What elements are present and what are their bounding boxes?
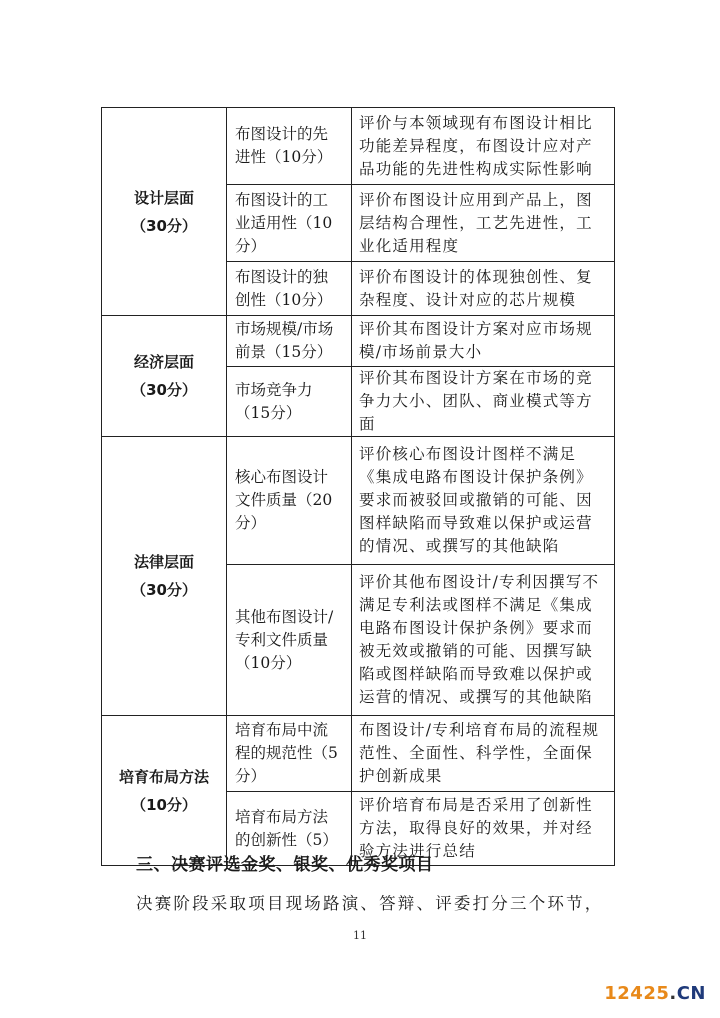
category-score: （10分）	[131, 795, 197, 814]
category-label: 经济层面	[133, 353, 194, 371]
criterion-cell	[227, 262, 352, 316]
description-cell	[352, 367, 615, 437]
category-cell	[102, 108, 227, 316]
criterion-label: 布图设计的工业适用性（10分）	[235, 190, 333, 255]
criterion-cell	[227, 316, 352, 367]
description-cell	[352, 437, 615, 565]
category-score: （30分）	[131, 216, 197, 235]
criterion-description: 布图设计/专利培育布局的流程规范性、全面性、科学性，全面保护创新成果	[359, 721, 600, 785]
criterion-label: 培育布局中流程的规范性（5分）	[235, 721, 338, 785]
criterion-cell	[227, 716, 352, 792]
description-cell	[352, 565, 615, 716]
site-watermark	[604, 983, 706, 1004]
description-cell	[352, 316, 615, 367]
criterion-description: 评价其布图设计方案在市场的竞争力大小、团队、商业模式等方面	[359, 369, 593, 433]
category-cell	[102, 437, 227, 716]
criterion-label: 布图设计的独创性（10分）	[235, 267, 333, 309]
criterion-label: 培育布局方法的创新性（5）	[235, 807, 338, 849]
criterion-description: 评价布图设计的体现独创性、复杂程度、设计对应的芯片规模	[359, 267, 593, 309]
criterion-description: 评价培育布局是否采用了创新性方法，取得良好的效果，并对经验方法进行总结	[359, 796, 593, 860]
category-cell	[102, 716, 227, 866]
criterion-cell	[227, 437, 352, 565]
category-label: 法律层面	[133, 553, 194, 571]
criterion-label: 其他布图设计/专利文件质量（10分）	[235, 607, 334, 672]
category-label: 培育布局方法	[118, 767, 209, 786]
criterion-description: 评价核心布图设计图样不满足《集成电路布图设计保护条例》要求而被驳回或撤销的可能、因图样缺陷而导致难以保护或运营的情况、或撰写的其他缺陷	[359, 445, 593, 555]
scoring-table	[101, 107, 615, 866]
description-cell	[352, 185, 615, 262]
description-cell	[352, 108, 615, 185]
page-number: 11	[353, 929, 367, 942]
category-cell	[102, 316, 227, 437]
category-label: 设计层面	[133, 188, 194, 207]
criterion-cell	[227, 565, 352, 716]
watermark-number: 12425	[604, 983, 670, 1004]
table-row	[102, 716, 615, 792]
criterion-cell	[227, 108, 352, 185]
description-cell	[352, 262, 615, 316]
table-row	[102, 316, 615, 367]
section-heading: 三、决赛评选金奖、银奖、优秀奖项目	[136, 855, 434, 875]
criterion-description: 评价与本领域现有布图设计相比功能差异程度，布图设计应对产品功能的先进性构成实际性影响	[359, 113, 593, 178]
criterion-cell	[227, 367, 352, 437]
criterion-description: 评价布图设计应用到产品上，图层结构合理性，工艺先进性，工业化适用程度	[359, 190, 593, 255]
criterion-label: 市场竞争力（15分）	[235, 380, 313, 422]
criterion-cell	[227, 185, 352, 262]
description-cell	[352, 716, 615, 792]
watermark-suffix: CN	[676, 983, 706, 1004]
watermark-dot: .	[669, 983, 677, 1004]
body-paragraph: 决赛阶段采取项目现场路演、答辩、评委打分三个环节，	[136, 894, 604, 913]
table-row	[102, 437, 615, 565]
category-score: （30分）	[131, 581, 197, 599]
criterion-label: 核心布图设计文件质量（20分）	[235, 468, 333, 532]
table-row	[102, 108, 615, 185]
criterion-label: 市场规模/市场前景（15分）	[235, 320, 334, 361]
criterion-description: 评价其他布图设计/专利因撰写不满足专利法或图样不满足《集成电路布图设计保护条例》要求而被无效或撤销的可能、因撰写缺陷或图样缺陷而导致难以保护或运营的情况、或撰写的其他缺陷	[359, 573, 600, 706]
category-score: （30分）	[131, 381, 197, 399]
criterion-description: 评价其布图设计方案对应市场规模/市场前景大小	[359, 320, 593, 361]
criterion-label: 布图设计的先进性（10分）	[235, 125, 333, 166]
